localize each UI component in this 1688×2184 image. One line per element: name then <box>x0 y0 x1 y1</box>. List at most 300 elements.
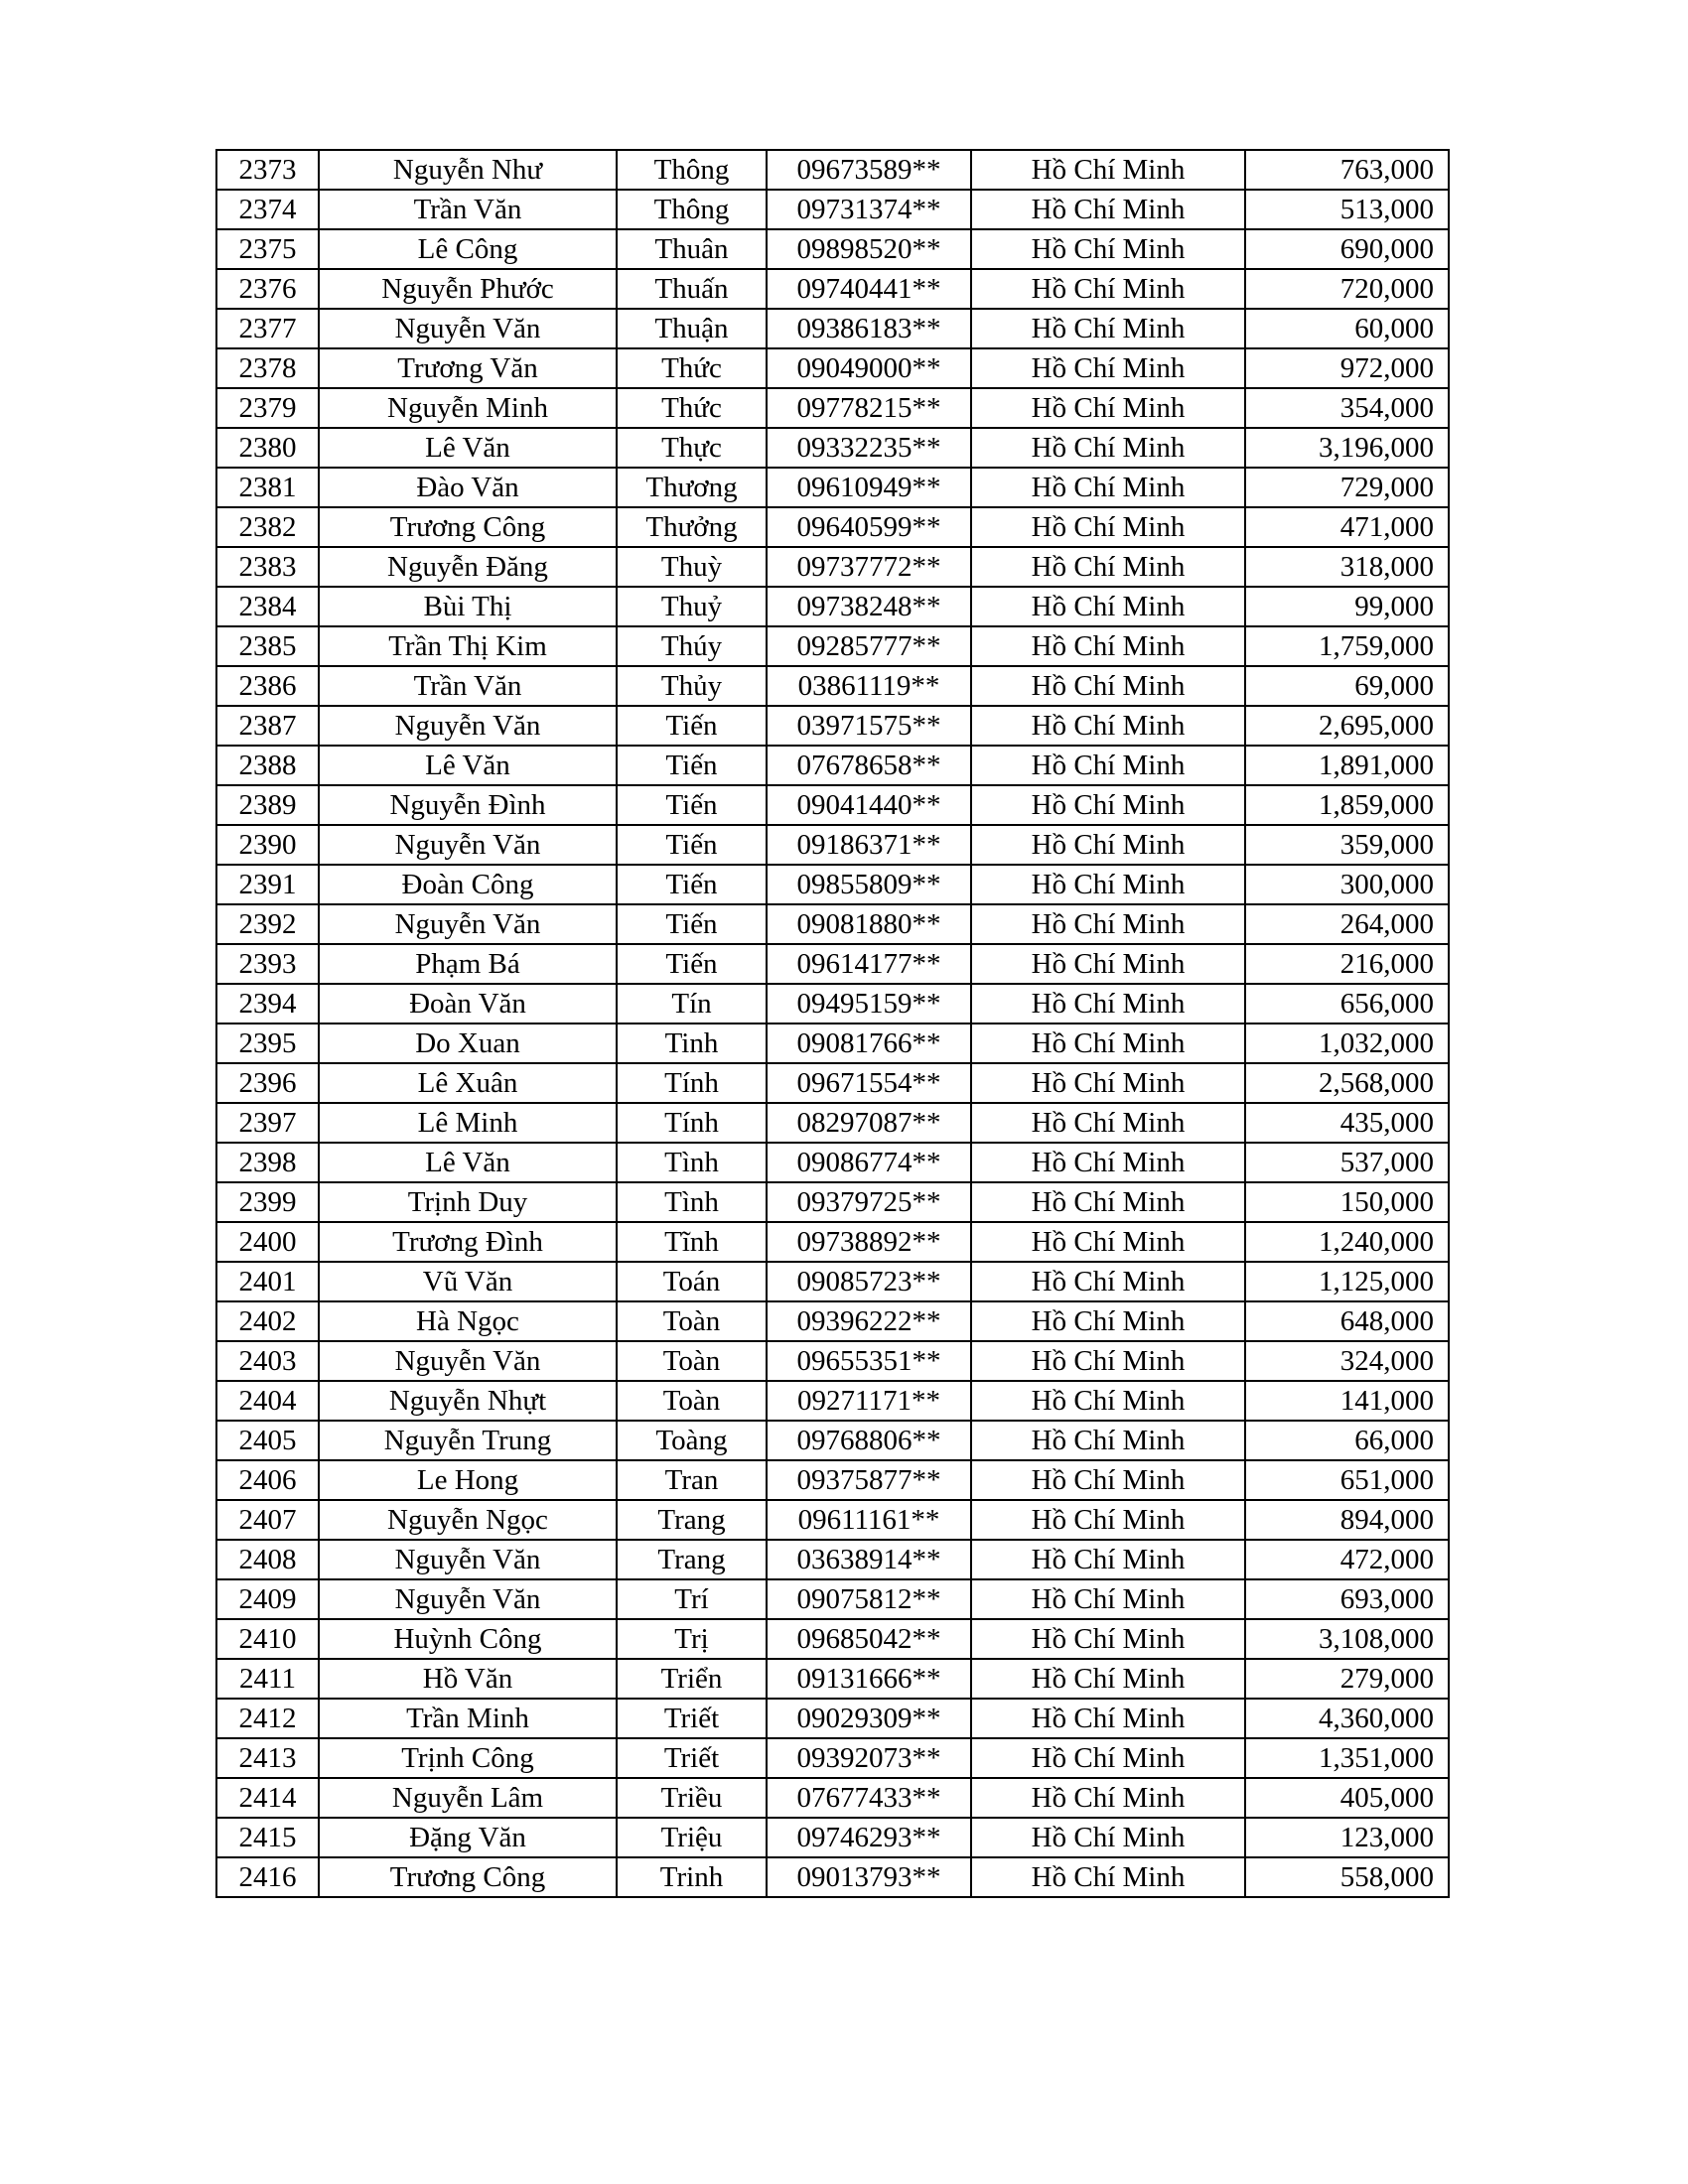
table-row <box>216 706 1449 746</box>
row-number: 2374 <box>216 190 319 229</box>
row-number: 2378 <box>216 348 319 388</box>
amount-cell: 471,000 <box>1245 507 1449 547</box>
surname-cell: Nguyễn Đình <box>319 785 617 825</box>
surname-cell: Huỳnh Công <box>319 1619 617 1659</box>
phone-cell: 09285777** <box>767 626 971 666</box>
phone-cell: 09738248** <box>767 587 971 626</box>
row-number: 2400 <box>216 1222 319 1262</box>
amount-cell: 300,000 <box>1245 865 1449 904</box>
table-row <box>216 348 1449 388</box>
row-number: 2387 <box>216 706 319 746</box>
table-row <box>216 150 1449 190</box>
surname-cell: Nguyễn Ngọc <box>319 1500 617 1540</box>
province-cell: Hồ Chí Minh <box>971 190 1245 229</box>
table-row <box>216 1699 1449 1738</box>
phone-cell: 09013793** <box>767 1857 971 1897</box>
surname-cell: Đoàn Văn <box>319 984 617 1024</box>
row-number: 2389 <box>216 785 319 825</box>
row-number: 2403 <box>216 1341 319 1381</box>
given-name-cell: Thông <box>617 150 767 190</box>
province-cell: Hồ Chí Minh <box>971 1262 1245 1301</box>
province-cell: Hồ Chí Minh <box>971 1699 1245 1738</box>
surname-cell: Nguyễn Trung <box>319 1421 617 1460</box>
phone-cell: 09495159** <box>767 984 971 1024</box>
province-cell: Hồ Chí Minh <box>971 1579 1245 1619</box>
row-number: 2393 <box>216 944 319 984</box>
row-number: 2414 <box>216 1778 319 1818</box>
given-name-cell: Tín <box>617 984 767 1024</box>
surname-cell: Bùi Thị <box>319 587 617 626</box>
amount-cell: 894,000 <box>1245 1500 1449 1540</box>
phone-cell: 09049000** <box>767 348 971 388</box>
surname-cell: Trương Công <box>319 507 617 547</box>
amount-cell: 354,000 <box>1245 388 1449 428</box>
surname-cell: Lê Minh <box>319 1103 617 1143</box>
surname-cell: Trịnh Công <box>319 1738 617 1778</box>
province-cell: Hồ Chí Minh <box>971 587 1245 626</box>
phone-cell: 09081880** <box>767 904 971 944</box>
province-cell: Hồ Chí Minh <box>971 706 1245 746</box>
given-name-cell: Tình <box>617 1143 767 1182</box>
row-number: 2392 <box>216 904 319 944</box>
row-number: 2396 <box>216 1063 319 1103</box>
row-number: 2402 <box>216 1301 319 1341</box>
table-row <box>216 587 1449 626</box>
table-row <box>216 666 1449 706</box>
province-cell: Hồ Chí Minh <box>971 428 1245 468</box>
phone-cell: 09655351** <box>767 1341 971 1381</box>
phone-cell: 09392073** <box>767 1738 971 1778</box>
given-name-cell: Thuận <box>617 309 767 348</box>
province-cell: Hồ Chí Minh <box>971 1659 1245 1699</box>
table-row <box>216 1460 1449 1500</box>
surname-cell: Nguyễn Nhựt <box>319 1381 617 1421</box>
amount-cell: 656,000 <box>1245 984 1449 1024</box>
amount-cell: 2,568,000 <box>1245 1063 1449 1103</box>
table-row <box>216 428 1449 468</box>
phone-cell: 03638914** <box>767 1540 971 1579</box>
province-cell: Hồ Chí Minh <box>971 1619 1245 1659</box>
amount-cell: 1,240,000 <box>1245 1222 1449 1262</box>
amount-cell: 1,351,000 <box>1245 1738 1449 1778</box>
surname-cell: Lê Văn <box>319 428 617 468</box>
row-number: 2415 <box>216 1818 319 1857</box>
phone-cell: 03971575** <box>767 706 971 746</box>
amount-cell: 558,000 <box>1245 1857 1449 1897</box>
row-number: 2411 <box>216 1659 319 1699</box>
province-cell: Hồ Chí Minh <box>971 1540 1245 1579</box>
given-name-cell: Thực <box>617 428 767 468</box>
phone-cell: 09271171** <box>767 1381 971 1421</box>
row-number: 2388 <box>216 746 319 785</box>
given-name-cell: Thủy <box>617 666 767 706</box>
province-cell: Hồ Chí Minh <box>971 944 1245 984</box>
given-name-cell: Triệu <box>617 1818 767 1857</box>
given-name-cell: Thuấn <box>617 269 767 309</box>
given-name-cell: Trị <box>617 1619 767 1659</box>
surname-cell: Nguyễn Văn <box>319 904 617 944</box>
row-number: 2416 <box>216 1857 319 1897</box>
amount-cell: 69,000 <box>1245 666 1449 706</box>
surname-cell: Phạm Bá <box>319 944 617 984</box>
row-number: 2413 <box>216 1738 319 1778</box>
table-row <box>216 1540 1449 1579</box>
surname-cell: Lê Công <box>319 229 617 269</box>
row-number: 2398 <box>216 1143 319 1182</box>
phone-cell: 03861119** <box>767 666 971 706</box>
table-row <box>216 746 1449 785</box>
table-row <box>216 229 1449 269</box>
records-table <box>215 149 1450 1898</box>
phone-cell: 09746293** <box>767 1818 971 1857</box>
surname-cell: Trịnh Duy <box>319 1182 617 1222</box>
row-number: 2375 <box>216 229 319 269</box>
phone-cell: 09611161** <box>767 1500 971 1540</box>
table-row <box>216 1341 1449 1381</box>
phone-cell: 09041440** <box>767 785 971 825</box>
province-cell: Hồ Chí Minh <box>971 1182 1245 1222</box>
province-cell: Hồ Chí Minh <box>971 348 1245 388</box>
amount-cell: 99,000 <box>1245 587 1449 626</box>
province-cell: Hồ Chí Minh <box>971 1500 1245 1540</box>
amount-cell: 763,000 <box>1245 150 1449 190</box>
table-row <box>216 1063 1449 1103</box>
row-number: 2379 <box>216 388 319 428</box>
province-cell: Hồ Chí Minh <box>971 150 1245 190</box>
surname-cell: Nguyễn Văn <box>319 309 617 348</box>
amount-cell: 66,000 <box>1245 1421 1449 1460</box>
phone-cell: 09898520** <box>767 229 971 269</box>
province-cell: Hồ Chí Minh <box>971 626 1245 666</box>
amount-cell: 729,000 <box>1245 468 1449 507</box>
given-name-cell: Trang <box>617 1540 767 1579</box>
province-cell: Hồ Chí Minh <box>971 1778 1245 1818</box>
amount-cell: 405,000 <box>1245 1778 1449 1818</box>
phone-cell: 07678658** <box>767 746 971 785</box>
phone-cell: 09375877** <box>767 1460 971 1500</box>
table-row <box>216 865 1449 904</box>
amount-cell: 648,000 <box>1245 1301 1449 1341</box>
given-name-cell: Thông <box>617 190 767 229</box>
table-row <box>216 1301 1449 1341</box>
phone-cell: 07677433** <box>767 1778 971 1818</box>
phone-cell: 09778215** <box>767 388 971 428</box>
surname-cell: Le Hong <box>319 1460 617 1500</box>
province-cell: Hồ Chí Minh <box>971 865 1245 904</box>
phone-cell: 09614177** <box>767 944 971 984</box>
province-cell: Hồ Chí Minh <box>971 1301 1245 1341</box>
amount-cell: 2,695,000 <box>1245 706 1449 746</box>
phone-cell: 09131666** <box>767 1659 971 1699</box>
province-cell: Hồ Chí Minh <box>971 229 1245 269</box>
surname-cell: Hà Ngọc <box>319 1301 617 1341</box>
table-row <box>216 1103 1449 1143</box>
surname-cell: Đào Văn <box>319 468 617 507</box>
row-number: 2410 <box>216 1619 319 1659</box>
given-name-cell: Toàn <box>617 1381 767 1421</box>
surname-cell: Trần Minh <box>319 1699 617 1738</box>
table-row <box>216 904 1449 944</box>
surname-cell: Nguyễn Phước <box>319 269 617 309</box>
given-name-cell: Tiến <box>617 944 767 984</box>
surname-cell: Nguyễn Văn <box>319 825 617 865</box>
given-name-cell: Tiến <box>617 785 767 825</box>
province-cell: Hồ Chí Minh <box>971 984 1245 1024</box>
row-number: 2390 <box>216 825 319 865</box>
given-name-cell: Toàn <box>617 1301 767 1341</box>
given-name-cell: Thúy <box>617 626 767 666</box>
phone-cell: 09396222** <box>767 1301 971 1341</box>
given-name-cell: Tính <box>617 1103 767 1143</box>
row-number: 2412 <box>216 1699 319 1738</box>
amount-cell: 60,000 <box>1245 309 1449 348</box>
table-row <box>216 1262 1449 1301</box>
phone-cell: 09740441** <box>767 269 971 309</box>
province-cell: Hồ Chí Minh <box>971 1460 1245 1500</box>
surname-cell: Vũ Văn <box>319 1262 617 1301</box>
phone-cell: 08297087** <box>767 1103 971 1143</box>
row-number: 2394 <box>216 984 319 1024</box>
surname-cell: Nguyễn Văn <box>319 706 617 746</box>
surname-cell: Lê Xuân <box>319 1063 617 1103</box>
amount-cell: 3,196,000 <box>1245 428 1449 468</box>
given-name-cell: Toán <box>617 1262 767 1301</box>
given-name-cell: Trang <box>617 1500 767 1540</box>
amount-cell: 472,000 <box>1245 1540 1449 1579</box>
table-row <box>216 944 1449 984</box>
amount-cell: 324,000 <box>1245 1341 1449 1381</box>
surname-cell: Hồ Văn <box>319 1659 617 1699</box>
phone-cell: 09085723** <box>767 1262 971 1301</box>
province-cell: Hồ Chí Minh <box>971 468 1245 507</box>
table-row <box>216 1500 1449 1540</box>
province-cell: Hồ Chí Minh <box>971 269 1245 309</box>
amount-cell: 141,000 <box>1245 1381 1449 1421</box>
province-cell: Hồ Chí Minh <box>971 785 1245 825</box>
given-name-cell: Thưởng <box>617 507 767 547</box>
given-name-cell: Tĩnh <box>617 1222 767 1262</box>
phone-cell: 09086774** <box>767 1143 971 1182</box>
amount-cell: 150,000 <box>1245 1182 1449 1222</box>
table-row <box>216 547 1449 587</box>
province-cell: Hồ Chí Minh <box>971 547 1245 587</box>
amount-cell: 513,000 <box>1245 190 1449 229</box>
table-row <box>216 1778 1449 1818</box>
table-row <box>216 1182 1449 1222</box>
surname-cell: Trần Văn <box>319 190 617 229</box>
phone-cell: 09386183** <box>767 309 971 348</box>
amount-cell: 693,000 <box>1245 1579 1449 1619</box>
amount-cell: 1,891,000 <box>1245 746 1449 785</box>
row-number: 2391 <box>216 865 319 904</box>
given-name-cell: Tiến <box>617 706 767 746</box>
surname-cell: Đặng Văn <box>319 1818 617 1857</box>
province-cell: Hồ Chí Minh <box>971 1063 1245 1103</box>
phone-cell: 09855809** <box>767 865 971 904</box>
table-row <box>216 1381 1449 1421</box>
row-number: 2404 <box>216 1381 319 1421</box>
table-row <box>216 1222 1449 1262</box>
surname-cell: Nguyễn Như <box>319 150 617 190</box>
table-row <box>216 1024 1449 1063</box>
table-row <box>216 468 1449 507</box>
table-row <box>216 269 1449 309</box>
amount-cell: 279,000 <box>1245 1659 1449 1699</box>
province-cell: Hồ Chí Minh <box>971 746 1245 785</box>
province-cell: Hồ Chí Minh <box>971 1341 1245 1381</box>
row-number: 2408 <box>216 1540 319 1579</box>
surname-cell: Trương Đình <box>319 1222 617 1262</box>
surname-cell: Nguyễn Văn <box>319 1341 617 1381</box>
table-row <box>216 984 1449 1024</box>
province-cell: Hồ Chí Minh <box>971 1818 1245 1857</box>
surname-cell: Lê Văn <box>319 746 617 785</box>
row-number: 2380 <box>216 428 319 468</box>
amount-cell: 318,000 <box>1245 547 1449 587</box>
amount-cell: 1,859,000 <box>1245 785 1449 825</box>
row-number: 2373 <box>216 150 319 190</box>
surname-cell: Trần Văn <box>319 666 617 706</box>
table-row <box>216 1421 1449 1460</box>
amount-cell: 690,000 <box>1245 229 1449 269</box>
row-number: 2382 <box>216 507 319 547</box>
surname-cell: Trương Văn <box>319 348 617 388</box>
phone-cell: 09332235** <box>767 428 971 468</box>
amount-cell: 123,000 <box>1245 1818 1449 1857</box>
table-row <box>216 1659 1449 1699</box>
table-row <box>216 1579 1449 1619</box>
row-number: 2381 <box>216 468 319 507</box>
phone-cell: 09685042** <box>767 1619 971 1659</box>
amount-cell: 972,000 <box>1245 348 1449 388</box>
phone-cell: 09738892** <box>767 1222 971 1262</box>
surname-cell: Đoàn Công <box>319 865 617 904</box>
amount-cell: 435,000 <box>1245 1103 1449 1143</box>
table-row <box>216 388 1449 428</box>
table-row <box>216 1143 1449 1182</box>
province-cell: Hồ Chí Minh <box>971 507 1245 547</box>
phone-cell: 09379725** <box>767 1182 971 1222</box>
table-row <box>216 1619 1449 1659</box>
table-row <box>216 507 1449 547</box>
table-row <box>216 1818 1449 1857</box>
surname-cell: Trương Công <box>319 1857 617 1897</box>
province-cell: Hồ Chí Minh <box>971 904 1245 944</box>
amount-cell: 216,000 <box>1245 944 1449 984</box>
given-name-cell: Trí <box>617 1579 767 1619</box>
records-table-body <box>216 150 1449 1897</box>
province-cell: Hồ Chí Minh <box>971 666 1245 706</box>
province-cell: Hồ Chí Minh <box>971 1143 1245 1182</box>
province-cell: Hồ Chí Minh <box>971 1103 1245 1143</box>
province-cell: Hồ Chí Minh <box>971 1421 1245 1460</box>
surname-cell: Do Xuan <box>319 1024 617 1063</box>
province-cell: Hồ Chí Minh <box>971 1738 1245 1778</box>
row-number: 2401 <box>216 1262 319 1301</box>
surname-cell: Nguyễn Lâm <box>319 1778 617 1818</box>
phone-cell: 09640599** <box>767 507 971 547</box>
row-number: 2406 <box>216 1460 319 1500</box>
given-name-cell: Tình <box>617 1182 767 1222</box>
surname-cell: Lê Văn <box>319 1143 617 1182</box>
province-cell: Hồ Chí Minh <box>971 388 1245 428</box>
given-name-cell: Trinh <box>617 1857 767 1897</box>
given-name-cell: Tiến <box>617 746 767 785</box>
table-row <box>216 1738 1449 1778</box>
row-number: 2397 <box>216 1103 319 1143</box>
given-name-cell: Triết <box>617 1699 767 1738</box>
amount-cell: 651,000 <box>1245 1460 1449 1500</box>
table-row <box>216 626 1449 666</box>
given-name-cell: Thương <box>617 468 767 507</box>
amount-cell: 3,108,000 <box>1245 1619 1449 1659</box>
surname-cell: Nguyễn Đăng <box>319 547 617 587</box>
row-number: 2384 <box>216 587 319 626</box>
row-number: 2407 <box>216 1500 319 1540</box>
phone-cell: 09186371** <box>767 825 971 865</box>
amount-cell: 1,032,000 <box>1245 1024 1449 1063</box>
row-number: 2383 <box>216 547 319 587</box>
surname-cell: Nguyễn Văn <box>319 1540 617 1579</box>
province-cell: Hồ Chí Minh <box>971 1222 1245 1262</box>
amount-cell: 1,125,000 <box>1245 1262 1449 1301</box>
given-name-cell: Tiến <box>617 865 767 904</box>
province-cell: Hồ Chí Minh <box>971 1024 1245 1063</box>
phone-cell: 09081766** <box>767 1024 971 1063</box>
phone-cell: 09731374** <box>767 190 971 229</box>
table-row <box>216 309 1449 348</box>
row-number: 2376 <box>216 269 319 309</box>
row-number: 2377 <box>216 309 319 348</box>
table-row <box>216 190 1449 229</box>
amount-cell: 720,000 <box>1245 269 1449 309</box>
table-row <box>216 1857 1449 1897</box>
given-name-cell: Toàng <box>617 1421 767 1460</box>
phone-cell: 09671554** <box>767 1063 971 1103</box>
province-cell: Hồ Chí Minh <box>971 825 1245 865</box>
amount-cell: 4,360,000 <box>1245 1699 1449 1738</box>
given-name-cell: Thuỷ <box>617 587 767 626</box>
table-row <box>216 785 1449 825</box>
surname-cell: Nguyễn Minh <box>319 388 617 428</box>
province-cell: Hồ Chí Minh <box>971 309 1245 348</box>
phone-cell: 09075812** <box>767 1579 971 1619</box>
row-number: 2385 <box>216 626 319 666</box>
amount-cell: 537,000 <box>1245 1143 1449 1182</box>
given-name-cell: Tran <box>617 1460 767 1500</box>
given-name-cell: Thức <box>617 388 767 428</box>
row-number: 2386 <box>216 666 319 706</box>
given-name-cell: Triển <box>617 1659 767 1699</box>
row-number: 2399 <box>216 1182 319 1222</box>
given-name-cell: Triết <box>617 1738 767 1778</box>
amount-cell: 1,759,000 <box>1245 626 1449 666</box>
province-cell: Hồ Chí Minh <box>971 1381 1245 1421</box>
surname-cell: Trần Thị Kim <box>319 626 617 666</box>
given-name-cell: Tiến <box>617 825 767 865</box>
given-name-cell: Triều <box>617 1778 767 1818</box>
row-number: 2405 <box>216 1421 319 1460</box>
phone-cell: 09610949** <box>767 468 971 507</box>
phone-cell: 09737772** <box>767 547 971 587</box>
province-cell: Hồ Chí Minh <box>971 1857 1245 1897</box>
given-name-cell: Tính <box>617 1063 767 1103</box>
surname-cell: Nguyễn Văn <box>319 1579 617 1619</box>
given-name-cell: Thuỳ <box>617 547 767 587</box>
amount-cell: 359,000 <box>1245 825 1449 865</box>
phone-cell: 09673589** <box>767 150 971 190</box>
phone-cell: 09029309** <box>767 1699 971 1738</box>
